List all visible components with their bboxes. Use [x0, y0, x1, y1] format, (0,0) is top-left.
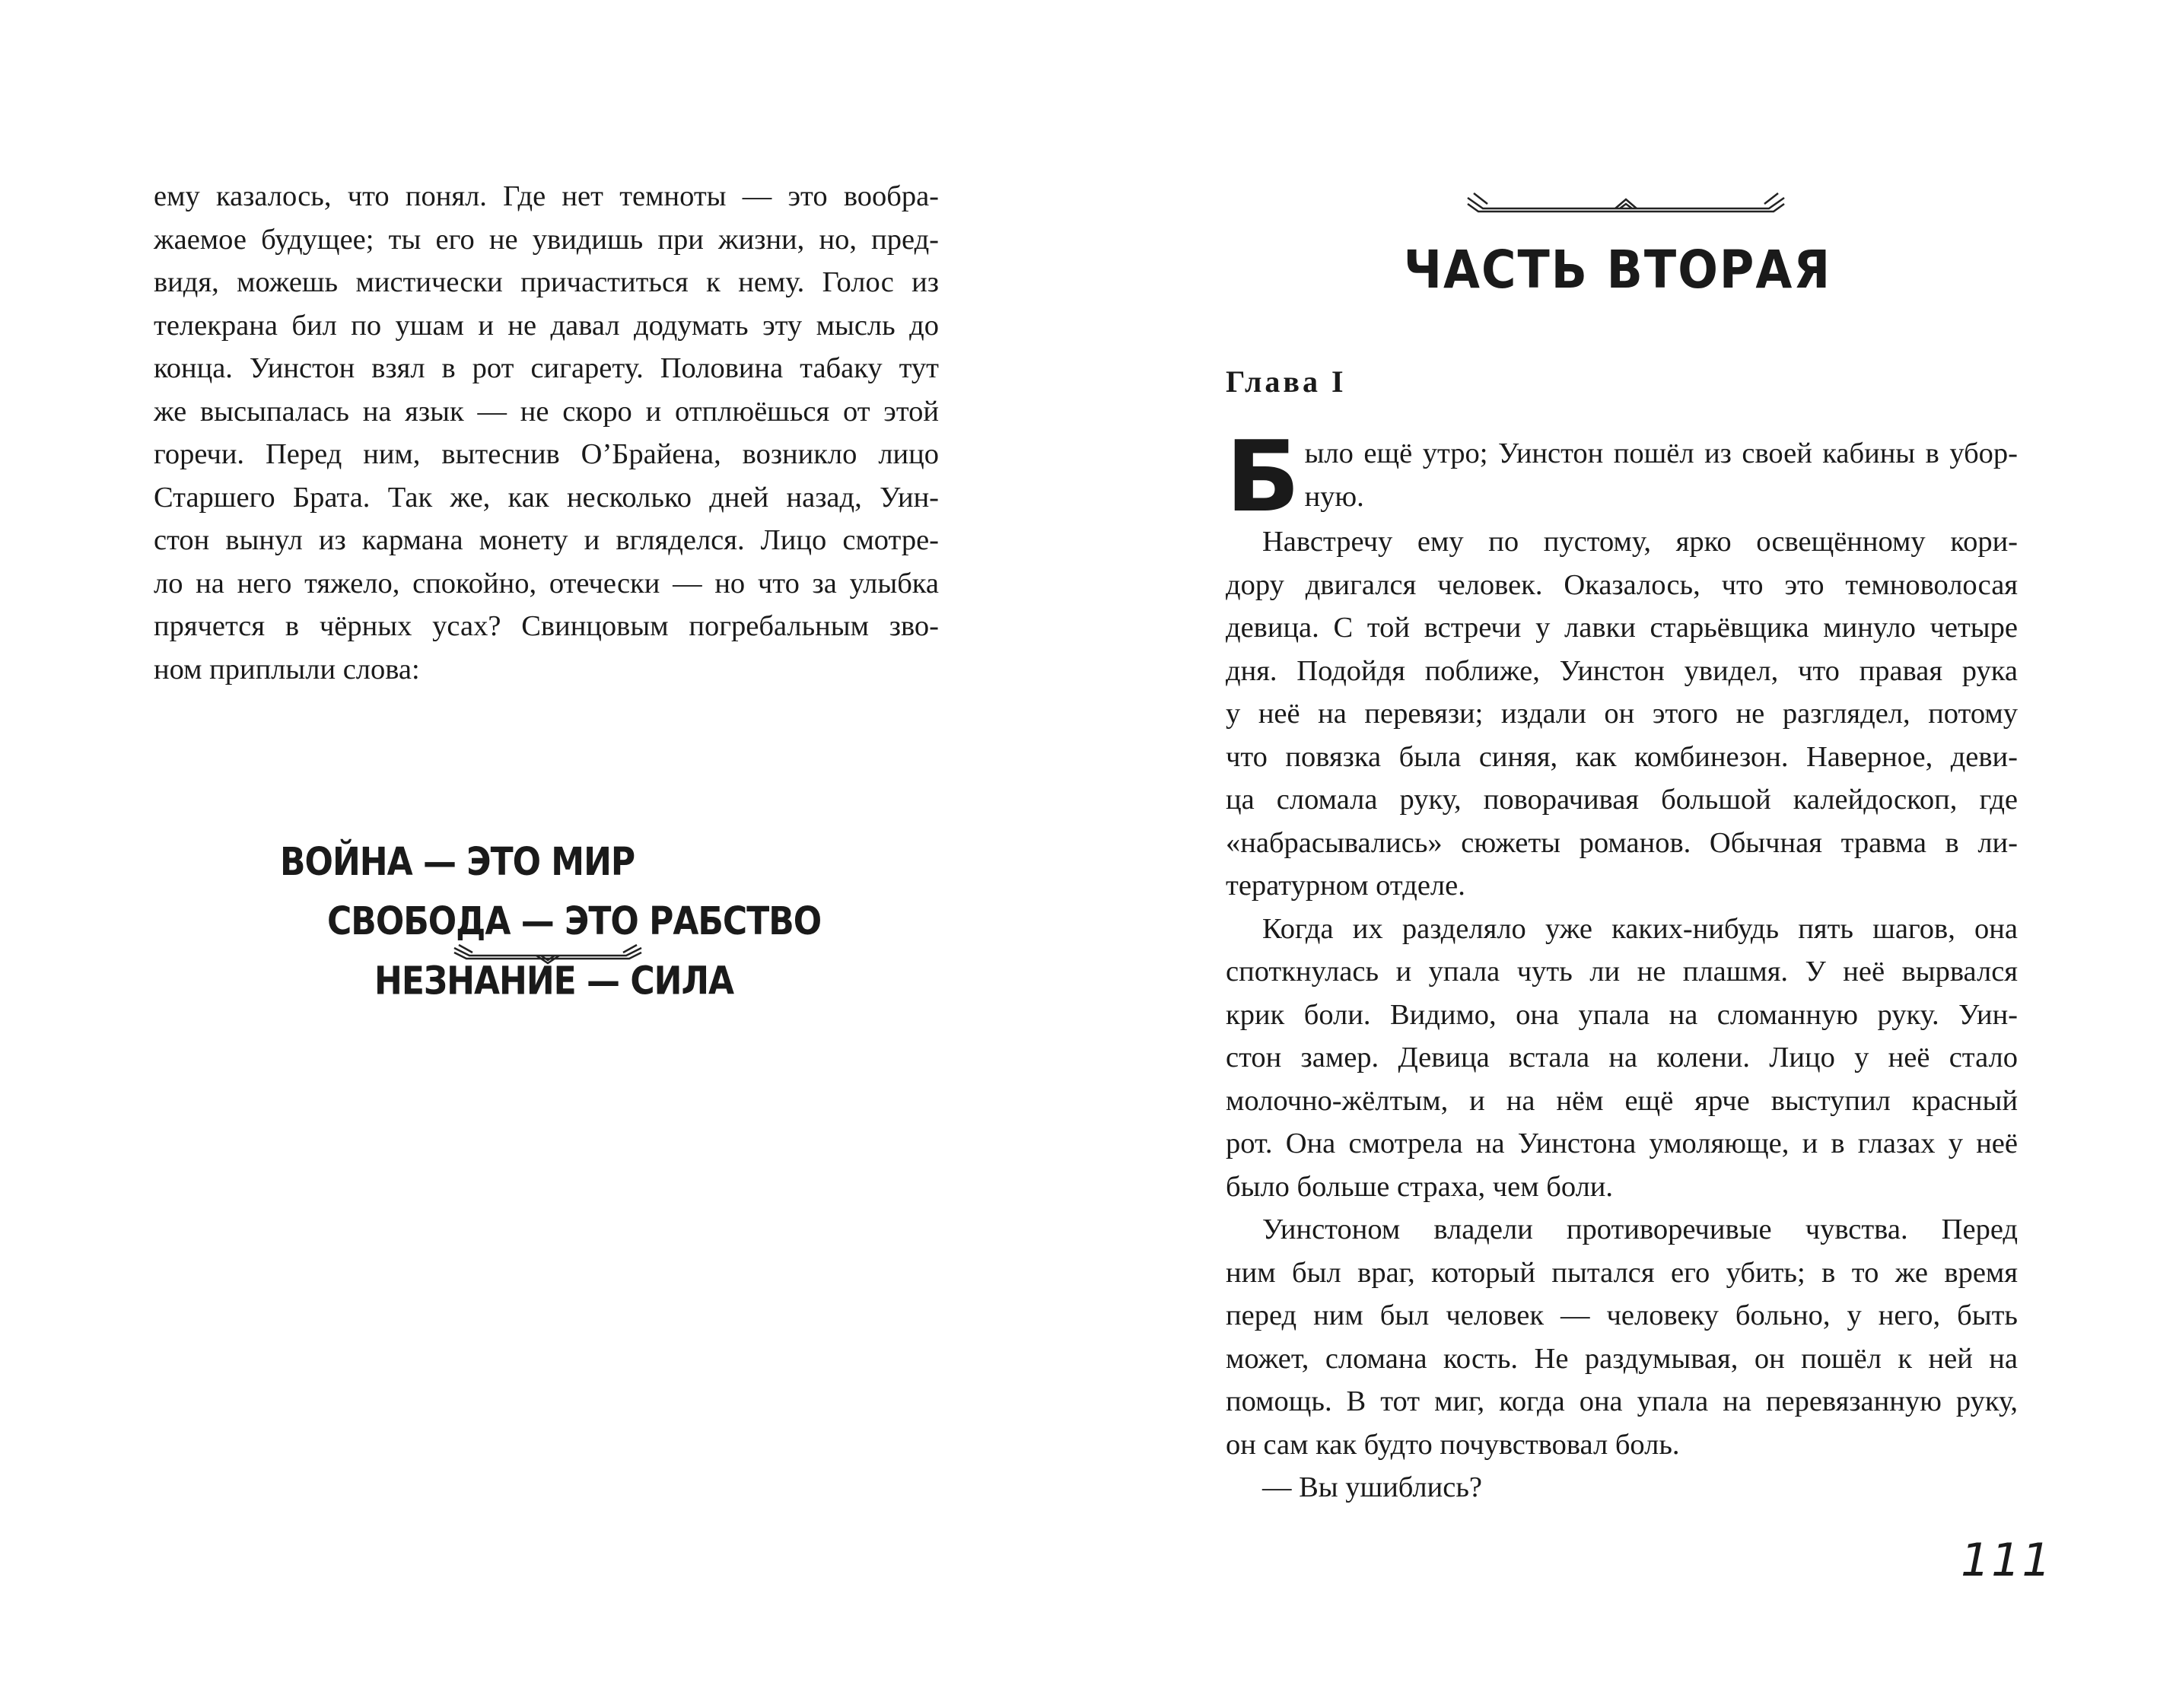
text-line: Уинстоном владели противоречивые чувства. Перед [1262, 1213, 2018, 1245]
text-line: ло на него тяжело, спокойно, отечески — но что за улыбка [154, 567, 939, 600]
text-line: что повязка была синяя, как комбинезон. Наверное, деви- [1226, 740, 2018, 773]
text-line: было больше страха, чем боли. [1226, 1170, 1614, 1203]
text-line: ним был враг, который пытался его убить; в то же время [1226, 1256, 2018, 1289]
paragraph [1226, 1208, 2018, 1466]
first-line: ную. [1304, 480, 1364, 513]
left-page [0, 0, 1078, 1708]
text-line: видя, можешь мистически причаститься к нему. Голос из [154, 266, 939, 298]
left-page-text [154, 175, 939, 691]
text-line: «набрасывались» сюжеты романов. Обычная травма в ли- [1226, 826, 2018, 859]
paragraph [1226, 520, 2018, 908]
ornament-divider-icon [453, 942, 643, 965]
text-line: помощь. В тот миг, когда она упала на перевязанную руку, [1226, 1385, 2018, 1417]
text-line: ца сломала руку, поворачивая большой калейдоскоп, где [1226, 784, 2018, 816]
text-line: жаемое будущее; ты его не увидишь при жизни, но, пред- [154, 223, 939, 256]
text-line: крик боли. Видимо, она упала на сломанную руку. Уин- [1226, 998, 2018, 1031]
text-line: телекрана бил по ушам и не давал додумать эту мысль до [154, 309, 939, 342]
text-line: стон замер. Девица встала на колени. Лицо у неё стало [1226, 1042, 2018, 1073]
text-line: может, сломана кость. Не раздумывая, он пошёл к ней на [1226, 1342, 2018, 1375]
text-line: ему казалось, что понял. Где нет темноты — это вообра- [154, 180, 939, 212]
paragraph [1226, 908, 2018, 1209]
text-line: тературном отделе. [1226, 870, 1465, 902]
text-line: рот. Она смотрела на Уинстона умоляюще, и в глазах у неё [1226, 1128, 2018, 1159]
right-page [1078, 0, 2157, 1708]
paragraph [1226, 1466, 2018, 1509]
text-line: дня. Подойдя поближе, Уинстон увидел, что правая рука [1226, 654, 2018, 687]
text-line: у неё на перевязи; издали он этого не разглядел, потому [1226, 698, 2018, 730]
ornament-header-icon [1466, 190, 1786, 216]
text-line: горечи. Перед ним, вытеснив О’Брайена, возникло лицо [154, 438, 939, 470]
first-line: ыло ещё утро; Уинстон пошёл из своей кабины в убор- [1304, 437, 2018, 469]
text-line: девица. С той встречи у лавки старьёвщика минуло четыре [1226, 612, 2018, 644]
text-line: стон вынул из кармана монету и вгляделся. Лицо смотре- [154, 524, 939, 556]
text-line: он сам как будто почувствовал боль. [1226, 1428, 1680, 1461]
slogan-freedom-slavery: СВОБОДА — ЭТО РАБСТВО [327, 899, 822, 944]
page-number: 111 [1961, 1534, 2053, 1587]
text-line: же высыпалась на язык — не скоро и отплюёшься от этой [154, 395, 939, 428]
chapter-title: Глава I [1226, 364, 1347, 399]
part-title: ЧАСТЬ ВТОРАЯ [1403, 239, 1832, 301]
text-line: перед ним был человек — человеку больно, у него, быть [1226, 1299, 2018, 1331]
text-line: споткнулась и упала чуть ли не плашмя. У неё вырвался [1226, 956, 2018, 988]
right-page-text [1226, 421, 2018, 1509]
text-line: Навстречу ему по пустому, ярко освещённому кори- [1262, 526, 2018, 558]
text-line: молочно-жёлтым, и на нём ещё ярче выступил красный [1226, 1084, 2018, 1117]
right-paragraphs [1226, 520, 2018, 1509]
slogan-war-peace: ВОЙНА — ЭТО МИР [280, 840, 635, 885]
text-line: Старшего Брата. Так же, как несколько дней назад, Уин- [154, 481, 939, 514]
text-line: прячется в чёрных усах? Свинцовым погребальным зво- [154, 610, 939, 642]
dropcap-letter: Б [1226, 421, 1300, 534]
text-line: конца. Уинстон взял в рот сигарету. Половина табаку тут [154, 352, 939, 384]
text-line: дору двигался человек. Оказалось, что это темноволосая [1226, 568, 2018, 601]
slogan-ignorance-strength: НЕЗНАНИЕ — СИЛА [374, 959, 734, 1004]
text-line: Когда их разделяло уже каких-нибудь пять шагов, она [1262, 912, 2018, 945]
text-line: — Вы ушиблись? [1262, 1471, 1482, 1503]
text-line: ном приплыли слова: [154, 653, 420, 685]
